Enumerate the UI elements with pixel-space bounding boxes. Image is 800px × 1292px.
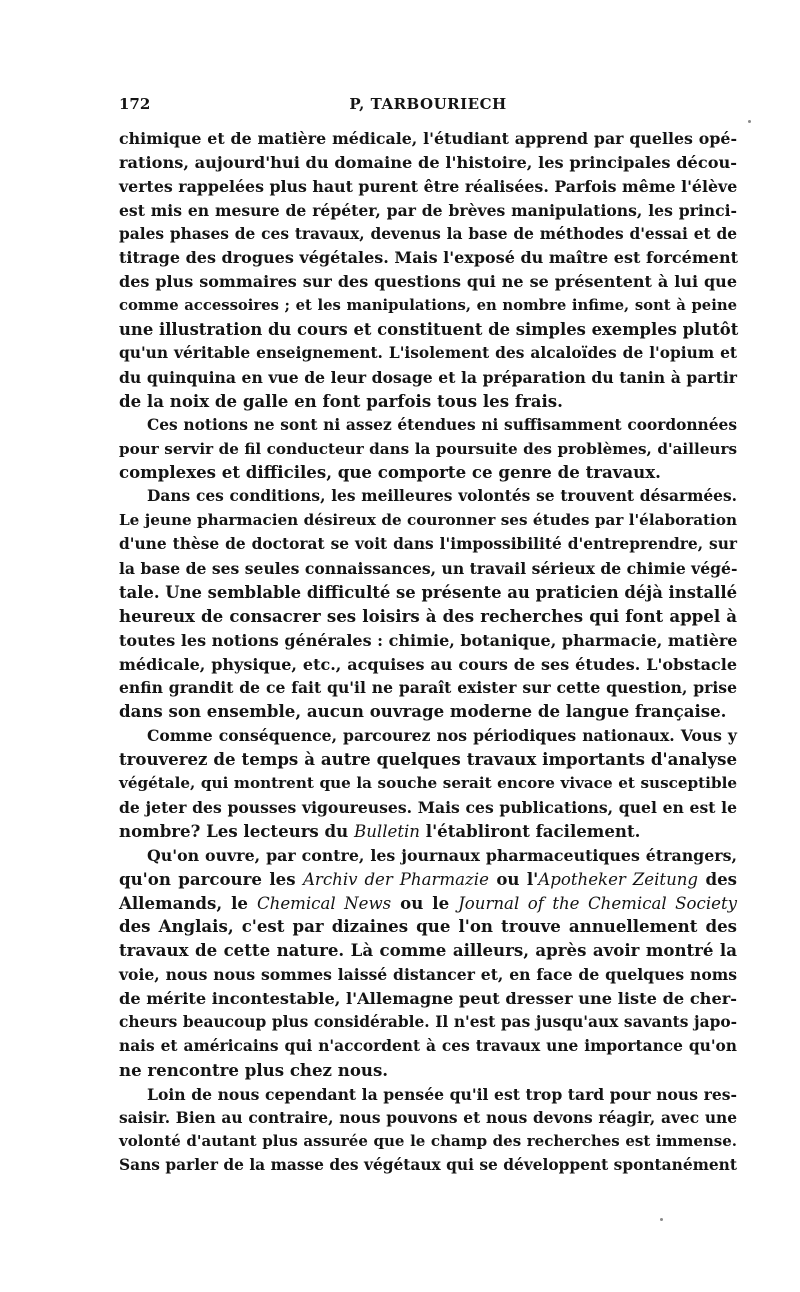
text-line: pales phases de ces travaux, devenus la base de méthodes d'essai et de bbox=[119, 224, 737, 243]
text-line: qu'on parcoure les Archiv der Pharmazie ou l'Apotheker Zeitung des bbox=[119, 868, 737, 889]
text-line: volonté d'autant plus assurée que le champ des recherches est immense. bbox=[119, 1132, 737, 1151]
text-line: d'une thèse de doctorat se voit dans l'impossibilité d'entreprendre, sur bbox=[119, 535, 737, 554]
text-line: toutes les notions générales : chimie, botanique, pharmacie, matière bbox=[119, 630, 738, 650]
text-line: enfin grandit de ce fait qu'il ne paraît exister sur cette question, prise bbox=[119, 678, 737, 698]
text-line: du quinquina en vue de leur dosage et la préparation du tanin à partir bbox=[119, 367, 737, 387]
text-line: rations, aujourd'hui du domaine de l'histoire, les principales décou- bbox=[119, 152, 737, 172]
text-line: de la noix de galle en font parfois tous les frais. bbox=[119, 390, 563, 411]
running-head: P, TARBOURIECH bbox=[349, 95, 507, 113]
text-line: cheurs beaucoup plus considérable. Il n'est pas jusqu'aux savants japo- bbox=[119, 1012, 737, 1031]
text-line: chimique et de matière médicale, l'étudiant apprend par quelles opé- bbox=[119, 129, 737, 148]
text-line: voie, nous nous sommes laissé distancer et, en face de quelques noms bbox=[119, 965, 737, 985]
text-line: ne rencontre plus chez nous. bbox=[119, 1059, 389, 1080]
text-line: de jeter des pousses vigoureuses. Mais ces publications, quel en est le bbox=[119, 797, 737, 817]
paper-speck bbox=[660, 1218, 663, 1221]
text-line: titrage des drogues végétales. Mais l'exposé du maître est forcément bbox=[119, 248, 738, 268]
text-line: saisir. Bien au contraire, nous pouvons et nous devons réagir, avec une bbox=[119, 1108, 737, 1127]
text-line: Comme conséquence, parcourez nos périodiques nationaux. Vous y bbox=[147, 726, 737, 746]
paper-speck bbox=[748, 120, 751, 123]
page-header bbox=[119, 95, 737, 119]
text-line: heureux de consacrer ses loisirs à des recherches qui font appel à bbox=[119, 605, 737, 626]
page-number: 172 bbox=[119, 95, 151, 113]
text-line: nombre? Les lecteurs du Bulletin l'établiront facilement. bbox=[119, 820, 641, 841]
text-line: complexes et difficiles, que comporte ce genre de travaux. bbox=[119, 462, 661, 483]
text-line: dans son ensemble, aucun ouvrage moderne de langue française. bbox=[119, 701, 727, 722]
text-line: trouverez de temps à autre quelques travaux importants d'analyse bbox=[119, 749, 737, 770]
text-line: une illustration du cours et constituent de simples exemples plutôt bbox=[119, 320, 739, 340]
text-line: pour servir de fil conducteur dans la poursuite des problèmes, d'ailleurs bbox=[119, 439, 737, 458]
body-text bbox=[119, 127, 737, 1178]
text-line: Loin de nous cependant la pensée qu'il est trop tard pour nous res- bbox=[147, 1084, 737, 1104]
text-line: Qu'on ouvre, par contre, les journaux pharmaceutiques étrangers, bbox=[147, 845, 737, 865]
text-line: qu'un véritable enseignement. L'isolement des alcaloïdes de l'opium et bbox=[119, 344, 737, 363]
text-line: Allemands, le Chemical News ou le Journal of the Chemical Society bbox=[119, 892, 737, 913]
text-line: Ces notions ne sont ni assez étendues ni suffisamment coordonnées bbox=[147, 415, 737, 434]
text-line: la base de ses seules connaissances, un travail sérieux de chimie végé- bbox=[119, 559, 738, 579]
text-line: Dans ces conditions, les meilleures volontés se trouvent désarmées. bbox=[147, 487, 737, 506]
text-line: vertes rappelées plus haut purent être réalisées. Parfois même l'élève bbox=[119, 176, 738, 196]
text-line: comme accessoires ; et les manipulations, en nombre infime, sont à peine bbox=[119, 297, 737, 315]
text-line: tale. Une semblable difficulté se présente au praticien déjà installé bbox=[119, 582, 737, 602]
text-line: de mérite incontestable, l'Allemagne peut dresser une liste de cher- bbox=[119, 989, 737, 1009]
text-line: nais et américains qui n'accordent à ces travaux une importance qu'on bbox=[119, 1036, 737, 1055]
text-line: travaux de cette nature. Là comme ailleurs, après avoir montré la bbox=[119, 940, 737, 961]
text-line: végétale, qui montrent que la souche serait encore vivace et susceptible bbox=[119, 774, 737, 793]
text-line: des Anglais, c'est par dizaines que l'on trouve annuellement des bbox=[119, 916, 737, 937]
text-line: est mis en mesure de répéter, par de brèves manipulations, les princi- bbox=[119, 200, 737, 220]
text-line: des plus sommaires sur des questions qui ne se présentent à lui que bbox=[119, 272, 737, 292]
text-line: Sans parler de la masse des végétaux qui se développent spontanément bbox=[119, 1156, 737, 1175]
text-line: Le jeune pharmacien désireux de couronner ses études par l'élaboration bbox=[119, 511, 737, 530]
text-line: médicale, physique, etc., acquises au cours de ses études. L'obstacle bbox=[119, 654, 737, 674]
